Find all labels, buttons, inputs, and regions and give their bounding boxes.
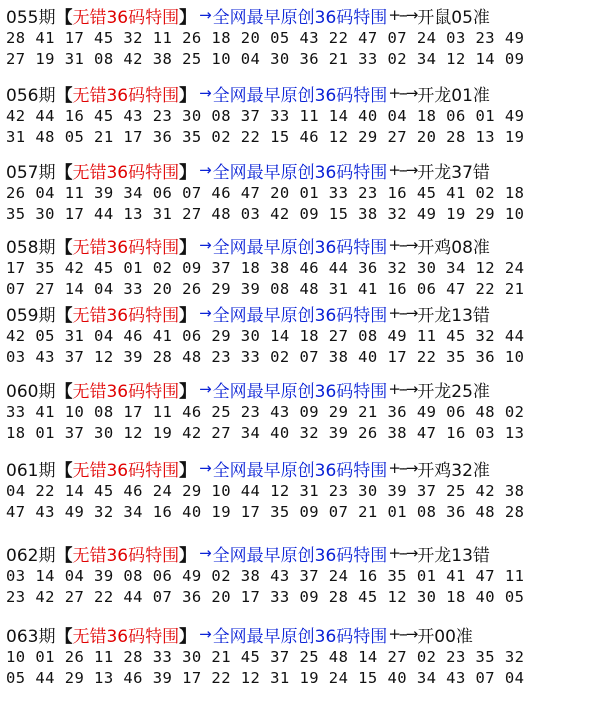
- entry-block: [6, 621, 592, 688]
- period-label: 056期: [6, 85, 56, 106]
- entry-block: [6, 455, 592, 522]
- tag-text: 无错36码特围: [72, 381, 180, 402]
- left-bracket: 【: [55, 545, 73, 566]
- arrow-icon: →: [199, 84, 212, 102]
- left-bracket: 【: [55, 305, 73, 326]
- arrow-icon: →: [199, 236, 212, 254]
- numbers-row: 47 43 49 32 34 16 40 19 17 35 09 07 21 01 08 36 48 28: [6, 502, 525, 521]
- left-bracket: 【: [55, 162, 73, 183]
- promo-text: 全网最早原创36码特围: [212, 460, 388, 481]
- numbers-row: 23 42 27 22 44 07 36 20 17 33 09 28 45 12 30 18 40 05: [6, 587, 525, 606]
- promo-text: 全网最早原创36码特围: [212, 162, 388, 183]
- entry-header: [6, 300, 592, 326]
- result-label: 开龙25准: [417, 381, 490, 402]
- result-label: 开龙01准: [417, 85, 490, 106]
- numbers-row: 33 41 10 08 17 11 46 25 23 43 09 29 21 36 49 06 48 02: [6, 403, 525, 421]
- tag-text: 无错36码特围: [72, 162, 180, 183]
- period-label: 058期: [6, 237, 56, 258]
- numbers-row: 03 43 37 12 39 28 48 23 33 02 07 38 40 17 22 35 36 10: [6, 347, 525, 366]
- numbers-row: 18 01 37 30 12 19 42 27 34 40 32 39 26 38 47 16 03 13: [6, 423, 525, 442]
- entry-header: [6, 455, 592, 481]
- left-bracket: 【: [55, 237, 73, 258]
- result-label: 开龙13错: [417, 305, 490, 326]
- left-bracket: 【: [55, 85, 73, 106]
- result-label: 开00准: [417, 626, 473, 647]
- result-label: 开龙37错: [417, 162, 490, 183]
- entry-block: [6, 376, 592, 443]
- numbers-row: 42 44 16 45 43 23 30 08 37 33 11 14 40 04 18 06 01 49: [6, 107, 525, 125]
- promo-text: 全网最早原创36码特围: [212, 85, 388, 106]
- entry-block: [6, 80, 592, 147]
- tag-text: 无错36码特围: [72, 545, 180, 566]
- result-label: 开鸡32准: [417, 460, 490, 481]
- numbers-row: 10 01 26 11 28 33 30 21 45 37 25 48 14 27 02 23 35 32: [6, 648, 525, 666]
- period-label: 063期: [6, 626, 56, 647]
- right-bracket: 】: [179, 545, 197, 566]
- right-bracket: 】: [179, 7, 197, 28]
- right-bracket: 】: [179, 626, 197, 647]
- arrow-icon: →: [199, 544, 212, 562]
- left-bracket: 【: [55, 460, 73, 481]
- promo-text: 全网最早原创36码特围: [212, 7, 388, 28]
- arrow-icon: →: [199, 459, 212, 477]
- period-label: 057期: [6, 162, 56, 183]
- period-label: 062期: [6, 545, 56, 566]
- numbers-row: 27 19 31 08 42 38 25 10 04 30 36 21 33 02 34 12 14 09: [6, 49, 525, 68]
- result-label: 开鸡08准: [417, 237, 490, 258]
- numbers-row: 26 04 11 39 34 06 07 46 47 20 01 33 23 16 45 41 02 18: [6, 184, 525, 202]
- period-label: 055期: [6, 7, 56, 28]
- arrow-icon: →: [199, 6, 212, 24]
- entry-header: [6, 157, 592, 183]
- numbers-row: 35 30 17 44 13 31 27 48 03 42 09 15 38 32 49 19 29 10: [6, 204, 525, 223]
- entry-header: [6, 376, 592, 402]
- promo-text: 全网最早原创36码特围: [212, 237, 388, 258]
- numbers-row: 42 05 31 04 46 41 06 29 30 14 18 27 08 49 11 45 32 44: [6, 327, 525, 345]
- entry-block: [6, 157, 592, 224]
- arrow-icon: →: [199, 625, 212, 643]
- tag-text: 无错36码特围: [72, 460, 180, 481]
- numbers-row: 03 14 04 39 08 06 49 02 38 43 37 24 16 35 01 41 47 11: [6, 567, 525, 585]
- entry-block: [6, 540, 592, 607]
- promo-text: 全网最早原创36码特围: [212, 381, 388, 402]
- numbers-row: 17 35 42 45 01 02 09 37 18 38 46 44 36 32 30 34 12 24: [6, 259, 525, 277]
- period-label: 060期: [6, 381, 56, 402]
- line-arrow-icon: +--→: [388, 236, 417, 254]
- line-arrow-icon: +--→: [388, 304, 417, 322]
- arrow-icon: →: [199, 161, 212, 179]
- result-label: 开鼠05准: [417, 7, 490, 28]
- line-arrow-icon: +--→: [388, 544, 417, 562]
- arrow-icon: →: [199, 304, 212, 322]
- numbers-row: 28 41 17 45 32 11 26 18 20 05 43 22 47 07 24 03 23 49: [6, 29, 525, 47]
- arrow-icon: →: [199, 380, 212, 398]
- line-arrow-icon: +--→: [388, 625, 417, 643]
- numbers-row: 04 22 14 45 46 24 29 10 44 12 31 23 30 39 37 25 42 38: [6, 482, 525, 500]
- entry-header: [6, 621, 592, 647]
- promo-text: 全网最早原创36码特围: [212, 545, 388, 566]
- tag-text: 无错36码特围: [72, 7, 180, 28]
- entry-header: [6, 540, 592, 566]
- left-bracket: 【: [55, 7, 73, 28]
- line-arrow-icon: +--→: [388, 6, 417, 24]
- line-arrow-icon: +--→: [388, 459, 417, 477]
- tag-text: 无错36码特围: [72, 626, 180, 647]
- right-bracket: 】: [179, 305, 197, 326]
- right-bracket: 】: [179, 85, 197, 106]
- right-bracket: 】: [179, 237, 197, 258]
- line-arrow-icon: +--→: [388, 161, 417, 179]
- promo-text: 全网最早原创36码特围: [212, 305, 388, 326]
- entry-header: [6, 80, 592, 106]
- period-label: 059期: [6, 305, 56, 326]
- entry-block: [6, 232, 592, 299]
- tag-text: 无错36码特围: [72, 305, 180, 326]
- numbers-row: 31 48 05 21 17 36 35 02 22 15 46 12 29 27 20 28 13 19: [6, 127, 525, 146]
- left-bracket: 【: [55, 626, 73, 647]
- promo-text: 全网最早原创36码特围: [212, 626, 388, 647]
- entry-block: [6, 2, 592, 69]
- left-bracket: 【: [55, 381, 73, 402]
- entry-header: [6, 232, 592, 258]
- entry-header: [6, 2, 592, 28]
- result-label: 开龙13错: [417, 545, 490, 566]
- tag-text: 无错36码特围: [72, 85, 180, 106]
- numbers-row: 05 44 29 13 46 39 17 22 12 31 19 24 15 40 34 43 07 04: [6, 668, 525, 687]
- line-arrow-icon: +--→: [388, 380, 417, 398]
- right-bracket: 】: [179, 381, 197, 402]
- period-label: 061期: [6, 460, 56, 481]
- right-bracket: 】: [179, 162, 197, 183]
- tag-text: 无错36码特围: [72, 237, 180, 258]
- right-bracket: 】: [179, 460, 197, 481]
- line-arrow-icon: +--→: [388, 84, 417, 102]
- numbers-row: 07 27 14 04 33 20 26 29 39 08 48 31 41 16 06 47 22 21: [6, 279, 525, 298]
- entry-block: [6, 300, 592, 367]
